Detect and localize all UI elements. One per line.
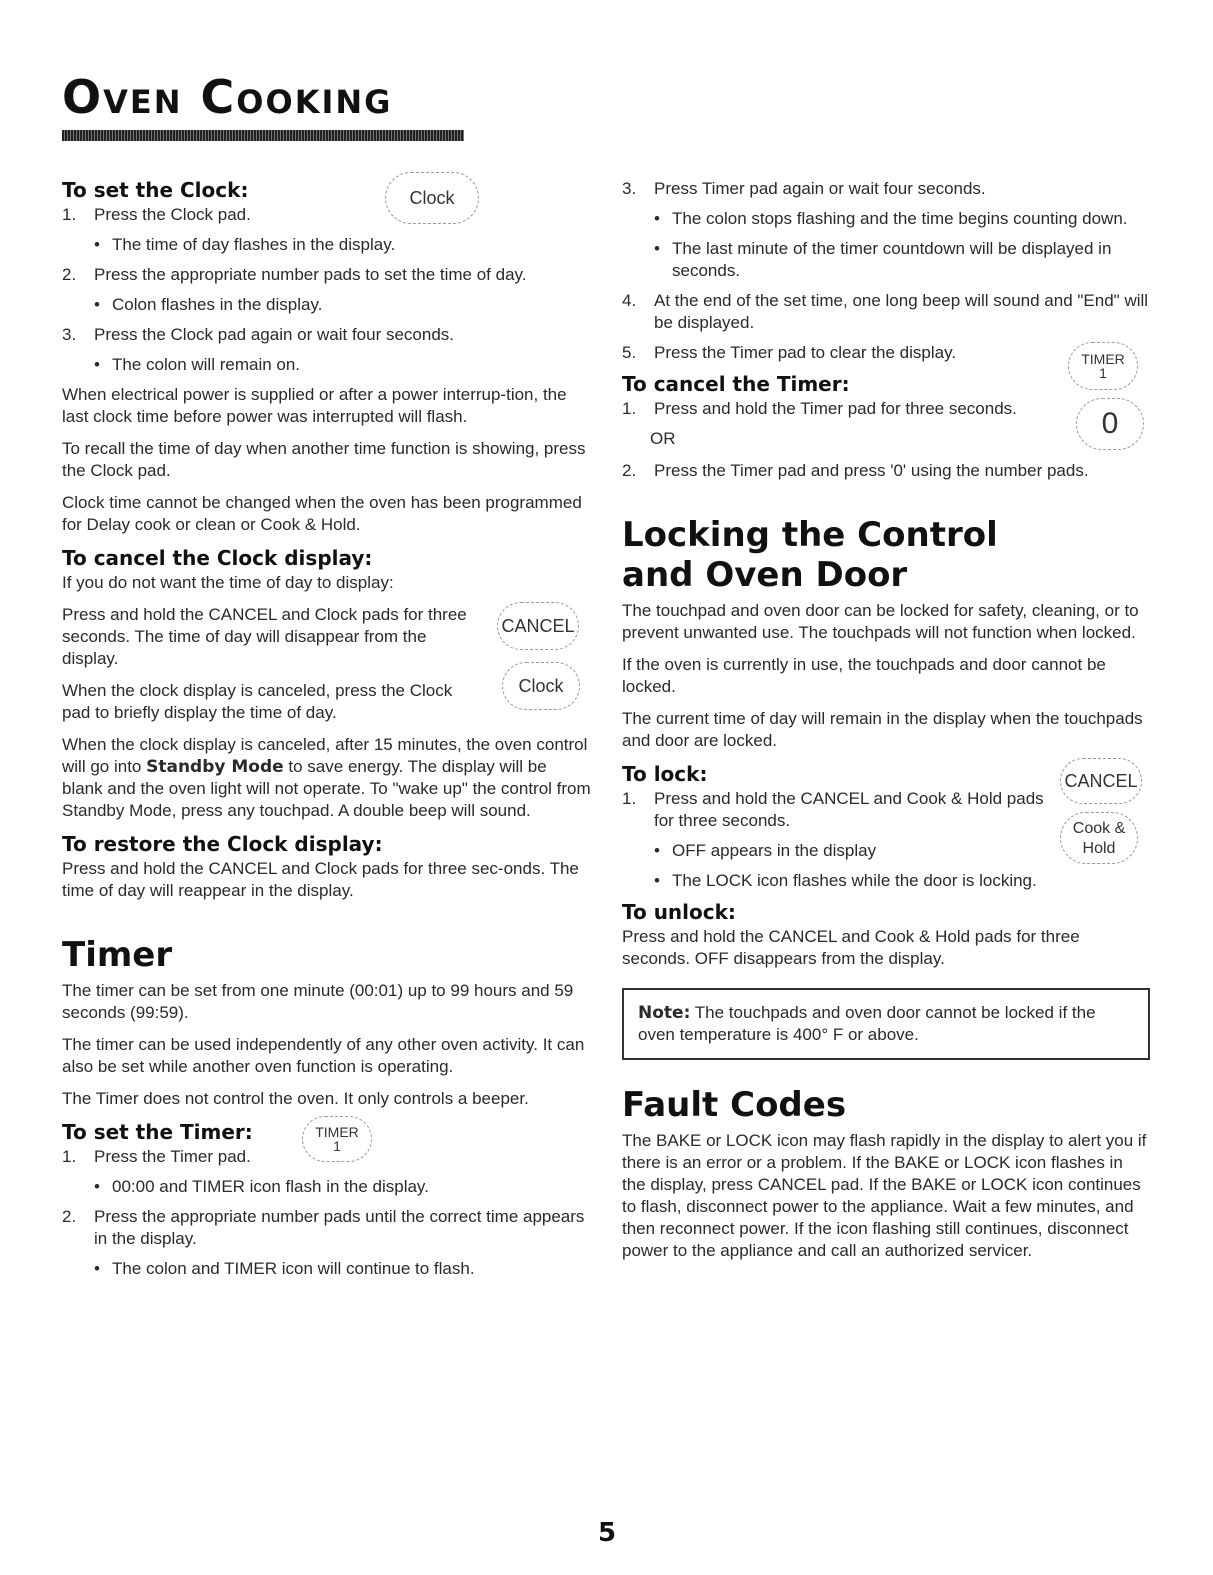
clock-step-2-bullet: • Colon flashes in the display. <box>62 294 592 316</box>
restore-clock-para: Press and hold the CANCEL and Clock pads for three sec-onds. The time of day will reappear in the display. <box>62 859 579 900</box>
timer-heading: Timer <box>62 935 173 975</box>
note-label: Note: <box>638 1003 691 1023</box>
note-text <box>638 1002 1134 1046</box>
locking-para-1: The touchpad and oven door can be locked for safety, cleaning, or to prevent unwanted use. The touchpads will not function when locked. <box>622 601 1139 642</box>
cancel-clock-para-3 <box>62 734 592 822</box>
restore-clock-heading: To restore the Clock display: <box>62 832 383 856</box>
cook-hold-pad-line-2: Hold <box>1082 840 1116 857</box>
timer-step-3-text: Press Timer pad again or wait four seconds. <box>654 179 986 198</box>
clock-step-3: 3. Press the Clock pad again or wait four seconds. <box>62 325 455 344</box>
left-column <box>62 178 592 1288</box>
note-box <box>622 988 1150 1060</box>
unlock-para: Press and hold the CANCEL and Cook & Hold pads for three seconds. OFF disappears from the display. <box>622 927 1080 968</box>
timer-pad-icon-2 <box>1068 342 1138 390</box>
lock-section <box>622 762 1150 892</box>
set-timer-continued <box>622 178 1150 367</box>
locking-para-2: If the oven is currently in use, the touchpads and door cannot be locked. <box>622 655 1106 696</box>
lock-step-1-text: Press and hold the CANCEL and Cook & Hold pads for three seconds. <box>654 789 1044 830</box>
restore-clock-section <box>62 832 592 902</box>
cancel-pad-icon: CANCEL <box>497 602 579 650</box>
clock-step-2: 2. Press the appropriate number pads to set the time of day. <box>62 265 527 284</box>
timer-step-1-bullet: • 00:00 and TIMER icon flash in the display. <box>62 1176 592 1198</box>
cancel-clock-heading: To cancel the Clock display: <box>62 546 373 570</box>
unlock-heading: To unlock: <box>622 900 736 924</box>
page-number: 5 <box>598 1518 617 1548</box>
right-column <box>622 178 1150 1272</box>
timer-step-5: 5. Press the Timer pad to clear the display. <box>622 343 957 362</box>
locking-heading-line-2: and Oven Door <box>622 555 908 595</box>
timer-step-5-text: Press the Timer pad to clear the display. <box>654 343 957 362</box>
standby-text-b: to save energy. The display will be blank and the oven light will not operate. To "wake up" the control from Standby Mode, press any touchpad. A double beep will sound. <box>62 757 591 820</box>
cancel-pad-icon-2: CANCEL <box>1060 758 1142 804</box>
timer-para-3: The Timer does not control the oven. It only controls a beeper. <box>62 1089 529 1108</box>
clock-pad-icon-2: Clock <box>502 662 580 710</box>
set-clock-heading: To set the Clock: <box>62 178 249 202</box>
clock-step-3-text: Press the Clock pad again or wait four seconds. <box>94 325 455 344</box>
timer-pad-sub-2: 1 <box>1099 365 1107 381</box>
clock-step-1-text: Press the Clock pad. <box>94 205 251 224</box>
timer-step-2-text: Press the appropriate number pads until the correct time appears in the display. <box>94 1207 585 1248</box>
timer-step-1: 1. Press the Timer pad. <box>62 1147 251 1166</box>
clock-pad-icon: Clock <box>385 172 479 224</box>
set-timer-section <box>62 1120 592 1280</box>
timer-step-3: 3. Press Timer pad again or wait four seconds. <box>622 179 986 198</box>
title-rule <box>62 130 464 141</box>
timer-step-3-bullet-1: • The colon stops flashing and the time begins counting down. <box>622 208 1150 230</box>
timer-section <box>62 936 592 1110</box>
timer-step-4-text: At the end of the set time, one long beep will sound and "End" will be displayed. <box>654 291 1149 332</box>
cook-hold-pad-line-1: Cook & <box>1072 820 1126 837</box>
cancel-timer-step-1: 1. Press and hold the Timer pad for three seconds. <box>622 399 1017 418</box>
locking-heading-line-1: Locking the Control <box>622 515 998 555</box>
set-clock-section <box>62 178 592 536</box>
clock-step-1: 1. Press the Clock pad. <box>62 205 251 224</box>
locking-para-3: The current time of day will remain in the display when the touchpads and door are locked. <box>622 709 1143 750</box>
cancel-clock-intro: If you do not want the time of day to display: <box>62 573 394 592</box>
timer-step-3-bullet-2: • The last minute of the timer countdown will be displayed in seconds. <box>622 238 1150 282</box>
standby-text-a: When the clock display is canceled, after 15 minutes, the oven control will go into <box>62 735 588 776</box>
page-title: Oven Cooking <box>62 70 393 124</box>
fault-codes-para: The BAKE or LOCK icon may flash rapidly in the display to alert you if there is an error or a problem. If the BAKE or LOCK icon flashes in the display, press CANCEL pad. If the BAKE or LOCK icon continues to flash, disconnect power to the appliance. Wait a few minutes, and then reconnect power. If the icon flashing still continues, disconnect power to the appliance and call an authorized servicer. <box>622 1131 1147 1260</box>
timer-pad-label: TIMER <box>315 1124 359 1140</box>
zero-pad-icon: 0 <box>1076 398 1144 450</box>
lock-step-1: 1. Press and hold the CANCEL and Cook & Hold pads for three seconds. <box>622 789 1044 830</box>
timer-pad-sub: 1 <box>333 1138 341 1154</box>
lock-heading: To lock: <box>622 762 708 786</box>
cancel-timer-or: OR <box>650 429 676 448</box>
cancel-timer-step-2: 2. Press the Timer pad and press '0' using the number pads. <box>622 461 1089 480</box>
cancel-clock-para-2: When the clock display is canceled, press the Clock pad to briefly display the time of day. <box>62 681 453 722</box>
fault-codes-section <box>622 1086 1150 1262</box>
set-timer-heading: To set the Timer: <box>62 1120 253 1144</box>
standby-mode-term: Standby Mode <box>146 757 284 777</box>
locking-section <box>622 516 1150 752</box>
unlock-section <box>622 900 1150 970</box>
lock-bullet-2: • The LOCK icon flashes while the door is locking. <box>622 870 1150 892</box>
cancel-timer-step-1-text: Press and hold the Timer pad for three seconds. <box>654 399 1017 418</box>
clock-step-2-text: Press the appropriate number pads to set the time of day. <box>94 265 527 284</box>
timer-step-2-bullet: • The colon and TIMER icon will continue to flash. <box>62 1258 592 1280</box>
cancel-timer-step-2-text: Press the Timer pad and press '0' using the number pads. <box>654 461 1089 480</box>
timer-pad-label-2: TIMER <box>1081 351 1125 367</box>
clock-para-2: To recall the time of day when another time function is showing, press the Clock pad. <box>62 439 586 480</box>
clock-step-1-bullet: • The time of day flashes in the display. <box>62 234 592 256</box>
timer-step-2: 2. Press the appropriate number pads until the correct time appears in the display. <box>62 1207 585 1248</box>
timer-para-1: The timer can be set from one minute (00:01) up to 99 hours and 59 seconds (99:59). <box>62 981 574 1022</box>
cancel-clock-section <box>62 546 592 822</box>
timer-step-1-text: Press the Timer pad. <box>94 1147 251 1166</box>
lock-bullet-1: • OFF appears in the display <box>622 840 1150 862</box>
clock-para-3: Clock time cannot be changed when the oven has been programmed for Delay cook or clean or Cook & Hold. <box>62 493 582 534</box>
timer-para-2: The timer can be used independently of any other oven activity. It can also be set while another oven function is operating. <box>62 1035 585 1076</box>
fault-codes-heading: Fault Codes <box>622 1085 847 1125</box>
clock-step-3-bullet: • The colon will remain on. <box>62 354 592 376</box>
timer-step-4: 4. At the end of the set time, one long beep will sound and "End" will be displayed. <box>622 291 1149 332</box>
cancel-timer-heading: To cancel the Timer: <box>622 372 850 396</box>
clock-para-1: When electrical power is supplied or after a power interrup-tion, the last clock time before power was interrupted will flash. <box>62 385 567 426</box>
note-body: The touchpads and oven door cannot be locked if the oven temperature is 400° F or above. <box>638 1003 1096 1044</box>
cancel-clock-para-1: Press and hold the CANCEL and Clock pads for three seconds. The time of day will disappear from the display. <box>62 605 467 668</box>
